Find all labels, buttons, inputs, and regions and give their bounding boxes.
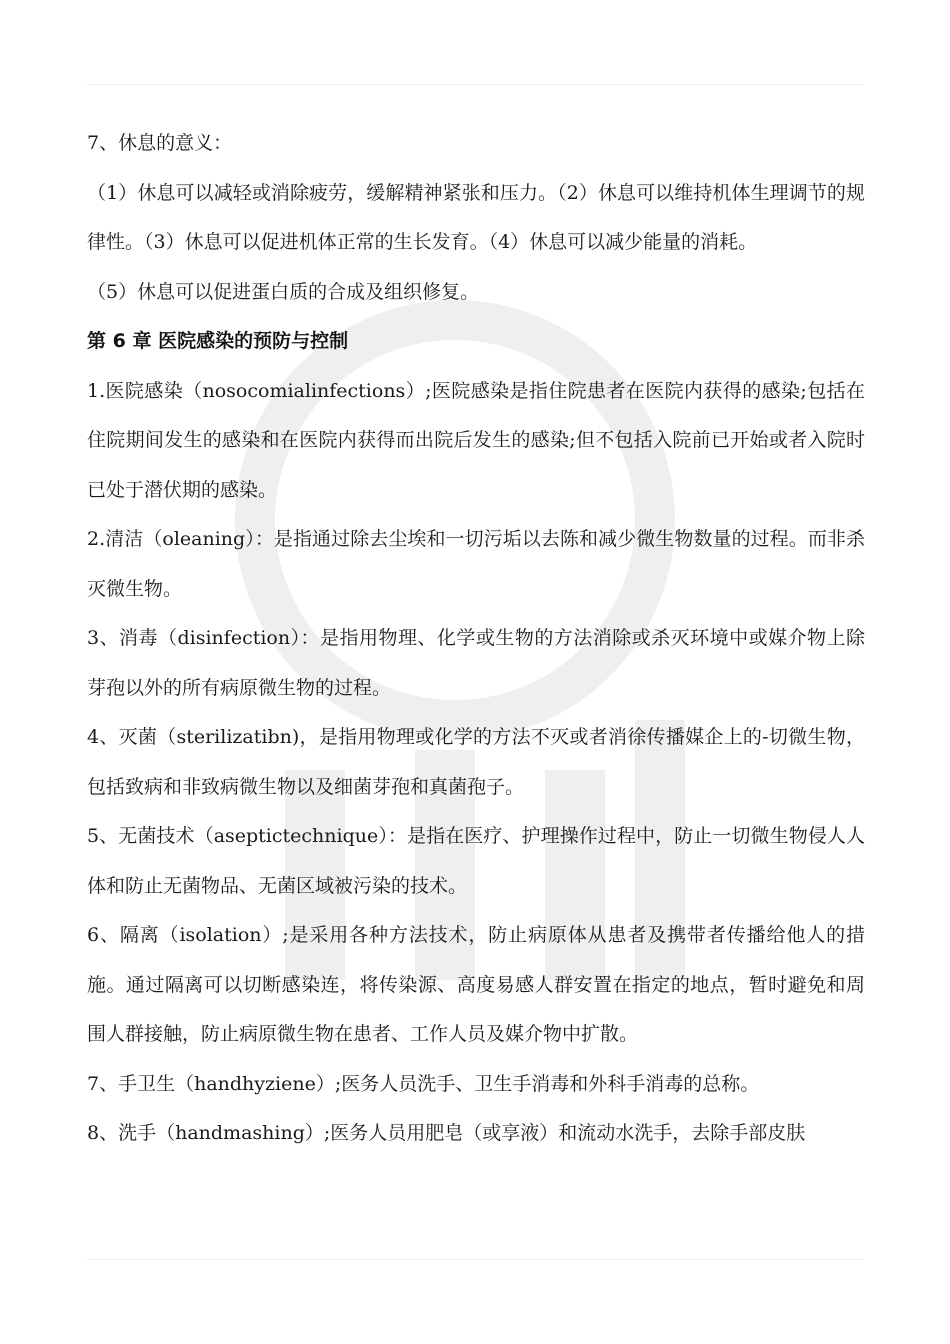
definition-item: 8、洗手（handmashing）;医务人员用肥皂（或享液）和流动水洗手，去除手部皮肤 (87, 1122, 806, 1144)
chapter-title: 第 6 章 医院感染的预防与控制 (87, 330, 349, 352)
definition-item: 3、消毒（disinfection）：是指用物理、化学或生物的方法消除或杀灭环境中或媒介物上除芽孢以外的所有病原微生物的过程。 (87, 627, 865, 699)
section-heading: 7、休息的意义： (87, 132, 233, 154)
footer-divider (87, 1259, 863, 1260)
header-divider (87, 84, 863, 85)
definition-item: 5、无菌技术（aseptictechnique）：是指在医疗、护理操作过程中，防止一切微生物侵人人体和防止无菌物品、无菌区域被污染的技术。 (87, 825, 865, 897)
definition-item: 6、隔离（isolation）;是采用各种方法技术，防止病原体从患者及携带者传播给他人的措施。通过隔离可以切断感染连，将传染源、高度易感人群安置在指定的地点，暂时避免和周围人群接触，防止病原微生物在患者、工作人员及媒介物中扩散。 (87, 924, 865, 1045)
definition-item: 4、灭菌（sterilizatibn)，是指用物理或化学的方法不灭或者消徐传播媒企上的-切微生物，包括致病和非致病微生物以及细菌芽孢和真菌孢子。 (87, 726, 865, 798)
definition-item: 2.清洁（oleaning）：是指通过除去尘埃和一切污垢以去陈和减少微生物数量的过程。而非杀灭微生物。 (87, 528, 865, 600)
definition-item: 1.医院感染（nosocomialinfections）;医院感染是指住院患者在医院内获得的感染;包括在住院期间发生的感染和在医院内获得而出院后发生的感染;但不包括入院前已开始或者入院时已处于潜伏期的感染。 (87, 379, 865, 501)
definition-item: 7、手卫生（handhyziene）;医务人员洗手、卫生手消毒和外科手消毒的总称。 (87, 1072, 760, 1095)
document-body (87, 119, 865, 1159)
paragraph: （5）休息可以促进蛋白质的合成及组织修复。 (87, 280, 480, 303)
paragraph: （1）休息可以减轻或消除疲劳，缓解精神紧张和压力。（2）休息可以维持机体生理调节的规律性。（3）休息可以促进机体正常的生长发育。（4）休息可以减少能量的消耗。 (87, 181, 865, 253)
